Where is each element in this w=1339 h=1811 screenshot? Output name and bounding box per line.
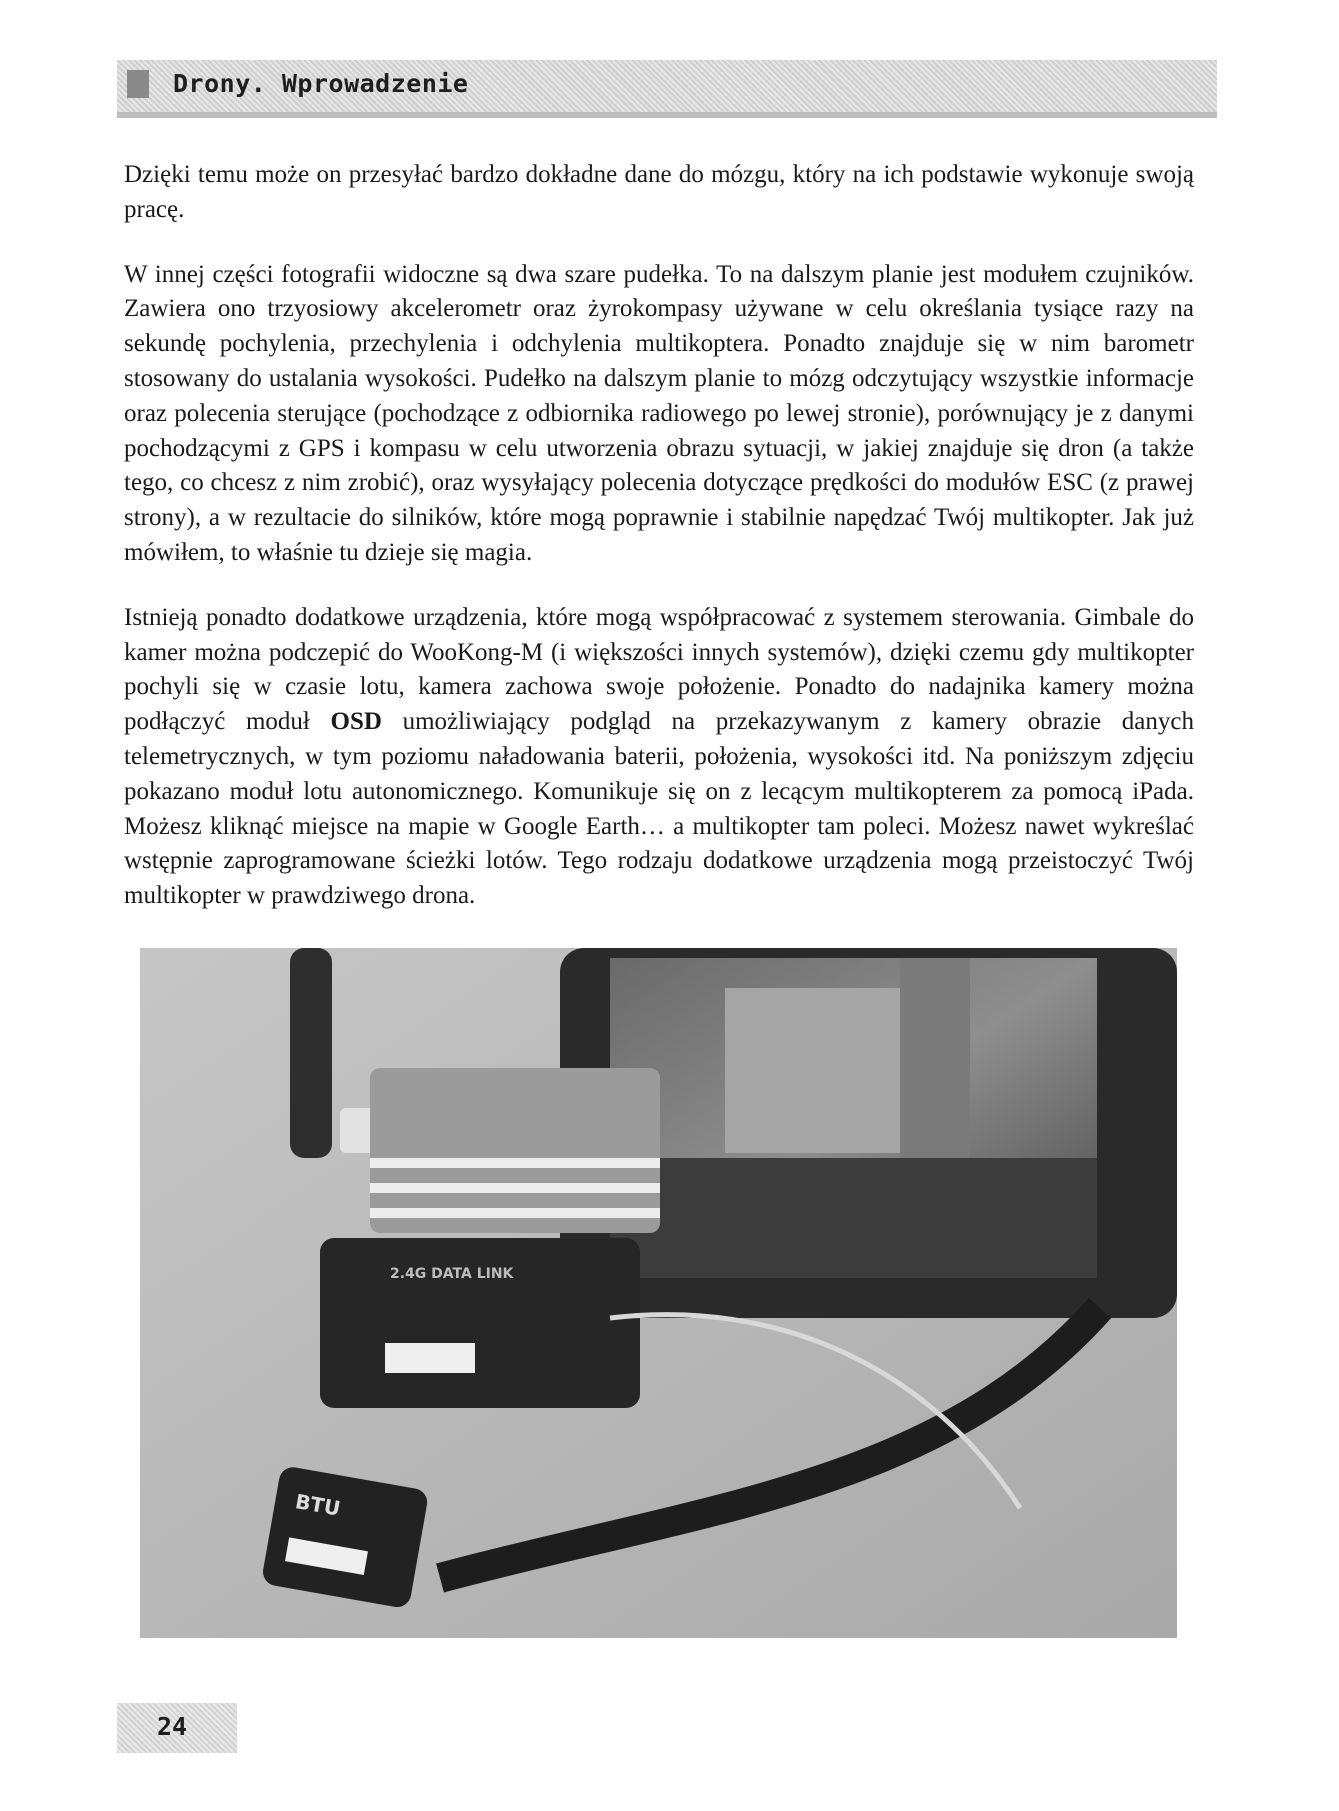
data-link-sticker bbox=[385, 1343, 475, 1373]
paragraph-3 bbox=[124, 601, 1194, 914]
ipad-map-area bbox=[725, 988, 905, 1153]
sensor-module-ridge-3 bbox=[370, 1208, 660, 1218]
btu-module bbox=[261, 1465, 430, 1609]
osd-term: OSD bbox=[330, 708, 382, 736]
ipad-telemetry-panel bbox=[610, 1158, 1097, 1278]
ipad-sidebar bbox=[900, 958, 970, 1158]
body-text bbox=[124, 158, 1194, 944]
sensor-module-ridge-1 bbox=[370, 1158, 660, 1168]
data-link-label: 2.4G DATA LINK bbox=[390, 1266, 514, 1282]
running-header bbox=[117, 60, 1217, 118]
btu-label: BTU bbox=[293, 1489, 343, 1521]
paragraph-3-part-2: umożliwiający podgląd na przekazywanym z kamery obrazie danych telemetrycznych, w tym poziomu naładowania baterii, położenia, wysokości itd. Na poniższym zdjęciu pokazano moduł lotu autonomicznego. Komunikuje się on z lecącym multikopterem za pomocą iPada. Możesz kliknąć miejsce na mapie w Google Earth… a multikopter tam poleci. Możesz nawet wykreślać wstępnie zaprogramowane ścieżki lotów. Tego rodzaju dodatkowe urządzenia mogą przeistoczyć Twój multikopter w prawdziwego drona. bbox=[124, 708, 1194, 910]
header-marker bbox=[127, 70, 149, 98]
header-title: Drony. Wprowadzenie bbox=[173, 69, 469, 98]
paragraph-1: Dzięki temu może on przesyłać bardzo dokładne dane do mózgu, który na ich podstawie wykonuje swoją pracę. bbox=[124, 161, 1194, 223]
page-number: 24 bbox=[157, 1712, 188, 1741]
antenna bbox=[290, 948, 332, 1158]
paragraph-2: W innej części fotografii widoczne są dwa szare pudełka. To na dalszym planie jest modułem czujników. Zawiera ono trzyosiowy akcelerometr oraz żyrokompasy używane w celu określania tysiące razy na sekundę pochylenia, przechylenia i odchylenia multikoptera. Ponadto znajduje się w nim barometr stosowany do ustalania wysokości. Pudełko na dalszym planie to mózg odczytujący wszystkie informacje oraz polecenia sterujące (pochodzące z odbiornika radiowego po lewej stronie), porównujący je z danymi pochodzącymi z GPS i kompasu w celu utworzenia obrazu sytuacji, w jakiej znajduje się dron (a także tego, co chcesz z nim zrobić), oraz wysyłający polecenia dotyczące prędkości do modułów ESC (z prawej strony), a w rezultacie do silników, które mogą poprawnie i stabilnie napędzać Twój multikopter. Jak już mówiłem, to właśnie tu dzieje się magia. bbox=[124, 260, 1194, 566]
page-number-box bbox=[117, 1703, 237, 1753]
data-link-box bbox=[320, 1238, 640, 1408]
sensor-module-ridge-2 bbox=[370, 1183, 660, 1193]
autonomous-flight-module-photo bbox=[140, 948, 1177, 1638]
paragraph-3-part-1: Istnieją ponadto dodatkowe urządzenia, które mogą współpracować z systemem sterowania. Gimbale do kamer można podczepić do WooKong-M (i większości innych systemów), dzięki czemu gdy multikopter pochyli się w czasie lotu, kamera zachowa swoje położenie. Ponadto do nadajnika kamery można podłączyć moduł bbox=[124, 603, 1194, 736]
